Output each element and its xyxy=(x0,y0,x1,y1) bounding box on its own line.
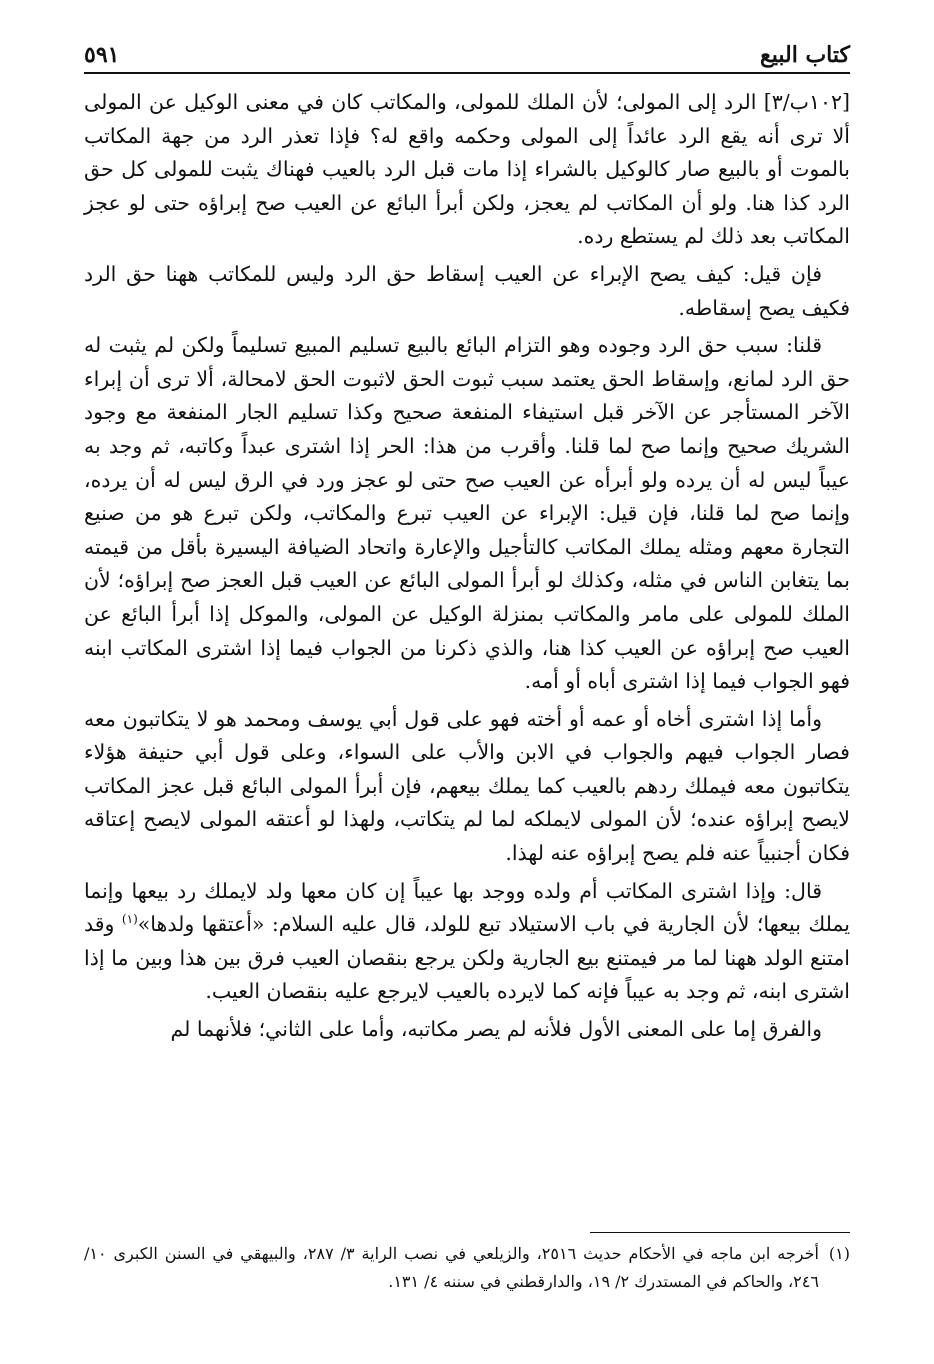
page-number: ٥٩١ xyxy=(84,42,120,68)
paragraph-6: والفرق إما على المعنى الأول فلأنه لم يصر مكاتبه، وأما على الثاني؛ فلأنهما لم xyxy=(170,1017,822,1042)
footnote-marker: (١) xyxy=(828,1244,850,1263)
paragraph-5 xyxy=(84,875,850,1009)
footnote-text: أخرجه ابن ماجه في الأحكام حديث ٢٥١٦، والزيلعي في نصب الراية ٣/ ٢٨٧، والبيهقي في السنن الكبرى ١٠/ ٢٤٦، والحاكم في المستدرك ٢/ ١٩، والدارقطني في سننه ٤/ ١٣١. xyxy=(84,1244,819,1291)
paragraph-4: وأما إذا اشترى أخاه أو عمه أو أخته فهو على قول أبي يوسف ومحمد هو لا يتكاتبون معه فصار الجواب فيهم والجواب في الابن والأب على السواء، وعلى قول أبي حنيفة هؤلاء يتكاتبون معه فيملك ردهم بالعيب كما يملك بيعهم، فإن أبرأ المولى البائع قبل عجز المكاتب لايصح إبراؤه عنده؛ لأن المولى لايملكه لما لم يتكاتب، ولهذا لو أعتقه المولى لايصح إعتاقه فكان أجنبياً عنه فلم يصح إبراؤه عنه لهذا. xyxy=(84,706,850,866)
footnote-1 xyxy=(84,1240,850,1296)
footnote-divider xyxy=(590,1232,850,1233)
footnote-reference[interactable]: (١) xyxy=(121,912,138,927)
paragraph-3: قلنا: سبب حق الرد وجوده وهو التزام البائع بالبيع تسليم المبيع تسليماً ولكن لم يثبت له حق الرد لمانع، وإسقاط الحق يعتمد سبب ثبوت الحق لاثبوت الحق لامحالة، ألا ترى أن إبراء الآخر المستأجر عن الآخر قبل استيفاء المنفعة صحيح وكذا تسليم الجار المنفعة مع وجود الشريك صحيح وإنما صح لما قلنا. وأقرب من هذا: الحر إذا اشترى عبداً وكاتبه، ثم وجد به عيباً ليس له أن يرده ولو أبرأه عن العيب صح حتى لو عجز ورد في الرق ليس له أن يرده، وإنما صح لما قلنا، فإن قيل: الإبراء عن العيب تبرع والمكاتب، ولكن تبرع هو من صنيع التجارة معهم ومثله يملك المكاتب كالتأجيل والإعارة واتحاد الضيافة اليسيرة بأقل من قيمته بما يتغابن الناس في مثله، وكذلك لو أبرأ المولى البائع عن العيب قبل العجز صح إبراؤه؛ لأن الملك للمولى على مامر والمكاتب بمنزلة الوكيل عن المولى، والموكل إذا أبرأ البائع عن العيب صح إبراؤه عن العيب كذا هنا، والذي ذكرنا من الجواب فيما إذا اشترى المكاتب ابنه فهو الجواب فيما إذا اشترى أباه أو أمه. xyxy=(84,333,850,694)
running-title: كتاب البيع xyxy=(760,42,850,68)
page-header xyxy=(84,26,850,68)
footnotes xyxy=(84,1240,850,1296)
paragraph-5-text-b: وقد امتنع الولد ههنا لما مر فيمتنع بيع الجارية ولكن يرجع بنقصان العيب فرق بين هذا وبين ما إذا اشترى ابنه، ثم وجد به عيباً فإنه كما لايرده بالعيب لايرجع عليه بنقصان العيب. xyxy=(84,912,850,1004)
paragraph-5-text-a: قال: وإذا اشترى المكاتب أم ولده ووجد بها عيباً إن كان معها ولد لايملك رد بيعها وإنما يملك بيعها؛ لأن الجارية في باب الاستيلاد تبع للولد، قال عليه السلام: «أعتقها ولدها» xyxy=(84,878,850,937)
paragraph-2: فإن قيل: كيف يصح الإبراء عن العيب إسقاط حق الرد وليس للمكاتب ههنا حق الرد فكيف يصح إسقاطه. xyxy=(84,261,850,320)
main-text xyxy=(84,86,850,1051)
paragraph-1: [١٠٢ب/٣] الرد إلى المولى؛ لأن الملك للمولى، والمكاتب كان في معنى الوكيل عن المولى ألا ترى أنه يقع الرد عائداً إلى المولى وحكمه واقع له؟ فإذا تعذر الرد من جهة المكاتب بالموت أو بالبيع صار كالوكيل بالشراء إذا مات قبل الرد بالعيب فهناك يثبت للمولى كل حق الرد كذا هنا. ولو أن المكاتب لم يعجز، ولكن أبرأ البائع عن العيب صح إبراؤه حتى لو عجز المكاتب بعد ذلك لم يستطع رده. xyxy=(84,90,850,249)
header-divider xyxy=(84,72,850,74)
